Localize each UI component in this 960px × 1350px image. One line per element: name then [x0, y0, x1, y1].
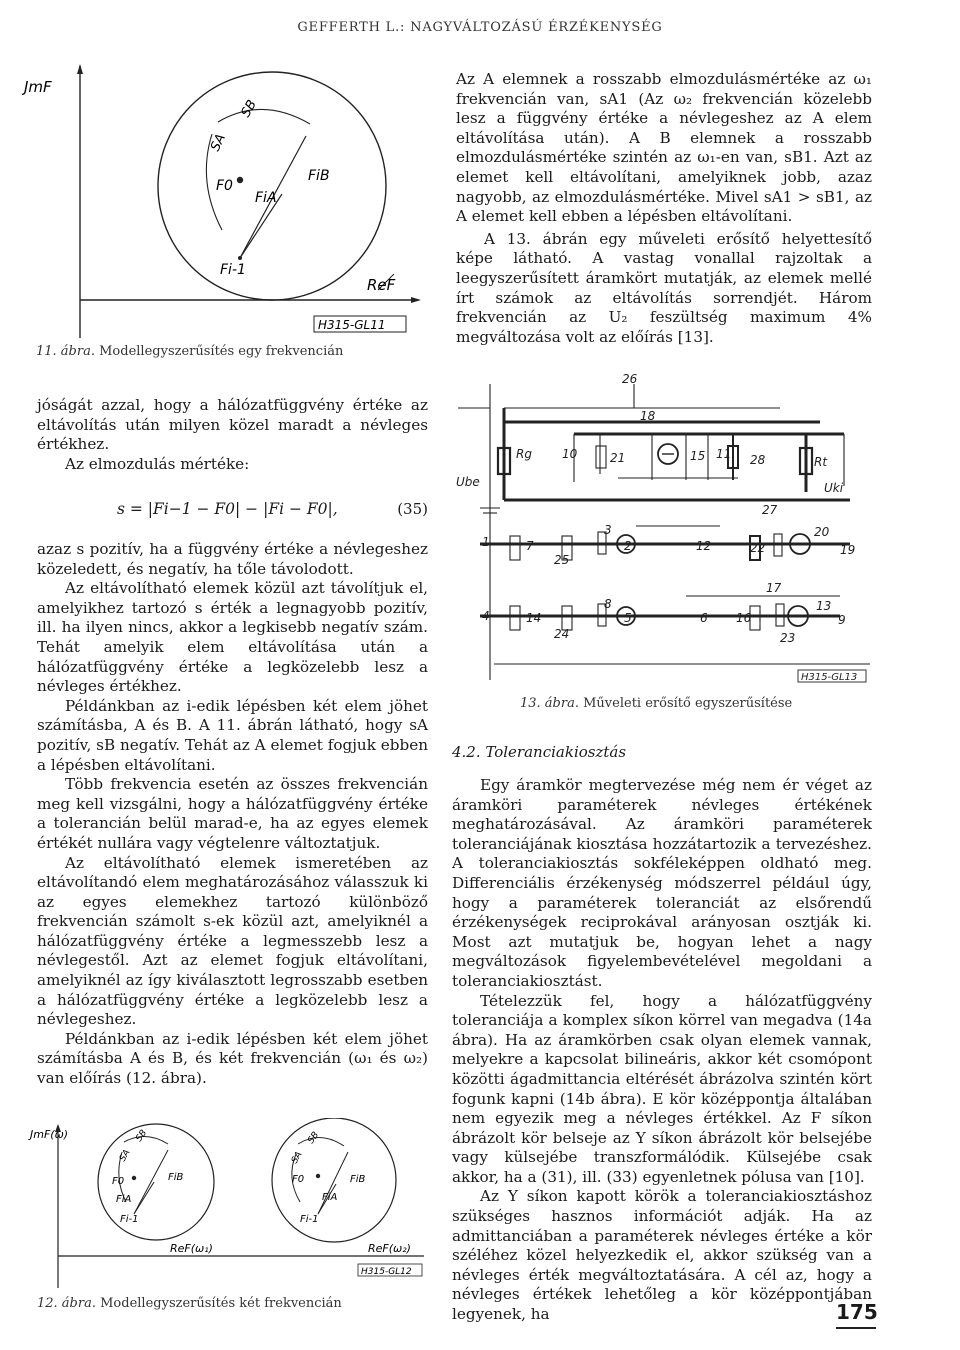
sb-label-2: SB: [306, 1130, 322, 1146]
jmf-label: JmF: [24, 78, 52, 96]
label-19: 19: [840, 543, 856, 557]
fib-label-1: FiB: [168, 1172, 184, 1183]
running-header: GEFFERTH L.: NAGYVÁLTOZÁSÚ ÉRZÉKENYSÉG: [297, 20, 663, 35]
figure-11-caption-number: 11. ábra.: [36, 344, 95, 359]
label-1: 1: [482, 535, 490, 549]
label-17: 17: [766, 581, 782, 595]
paragraph: Példánkban az i-edik lépésben két elem jöhet számításba A és B, és két frekvencián (ω₁ és ω₂) van előírás (12. ábra).: [37, 1029, 428, 1088]
fib-label-2: FiB: [350, 1174, 366, 1185]
fia-label-1: FiA: [116, 1194, 132, 1205]
label-13: 13: [816, 599, 832, 613]
page-number-rule: [836, 1327, 876, 1329]
right-column: [452, 776, 872, 1325]
paragraph: Több frekvencia esetén az összes frekvencián meg kell vizsgálni, hogy a hálózatfüggvény értéke a tolerancián belül marad-e, ha az egyes elemek értékét nullára vagy végtelenre változtatjuk.: [37, 775, 428, 852]
sa-label-1: SA: [117, 1148, 133, 1164]
figure-11-caption: [36, 344, 436, 359]
fia-label: FiA: [255, 190, 277, 206]
label-2: 2: [624, 539, 632, 553]
fib-label: FiB: [308, 168, 330, 184]
figure-code: H315-GL11: [318, 318, 386, 332]
paragraph: Az Y síkon kapott körök a toleranciakiosztáshoz szükséges hasznos információt adják. Ha az admittanciában a paraméterek névleges értéke a kör széléhez közel helyezkedik el, akkor szükség van a névleges érték megváltoztatására. A cél az, hogy a névleges értékek lehetőleg a kör középpontjában legyenek, ha: [452, 1187, 872, 1324]
label-21: 21: [610, 451, 626, 465]
label-26: 26: [622, 374, 638, 386]
paragraph: Tételezzük fel, hogy a hálózatfüggvény toleranciája a komplex síkon körrel van megadva (14a ábra). Ha az áramkörben csak olyan elemek vannak, melyekre a kapcsolat bilineáris, akkor két csomópont közötti ágadmittancia eltérését ábrázolva szintén kört fogunk kapni (14b ábra). E kör középpontja általában nem egyezik meg a névleges értékkel. Az F síkon ábrázolt kör belseje az Y síkon ábrázolt kör belsejébe vagy külsejébe transzformálódik. Külsejébe csak akkor, ha a (31), ill. (33) egyenletnek pólusa van [10].: [452, 991, 872, 1186]
figure-12: [28, 1118, 428, 1290]
label-5: 5: [624, 611, 632, 625]
paragraph: Az A elemnek a rosszabb elmozdulásmértéke az ω₁ frekvencián van, sA1 (Az ω₂ frekvencián közelebb lesz a függvény értéke a névlegeshez az A elem eltávolítása után). A B elemnek a rosszabb elmozdulásmértéke szintén az ω₁-en van, sB1. Azt az elemet kell eltávolítani, amelyiknek jobb, azaz nagyobb, az elmozdulásmértéke. Mivel sA1 > sB1, az A elemet kell ebben a lépésben eltávolítani.: [456, 70, 872, 226]
point-fi1: [238, 256, 242, 260]
label-8: 8: [604, 597, 612, 611]
figure-11-caption-text: Modellegyszerűsítés egy frekvencián: [99, 344, 344, 359]
label-15: 15: [690, 449, 706, 463]
equation-text: s = |Fi−1 − F0| − |Fi − F0|,: [117, 500, 338, 518]
figure-13-caption-number: 13. ábra.: [520, 696, 579, 711]
figure-12-caption: [37, 1296, 428, 1311]
label-10: 10: [562, 447, 578, 461]
imag-axis-arrow: [77, 64, 83, 74]
figure-13-drawing: [450, 374, 874, 686]
sa-label: SA: [208, 131, 229, 154]
right-top-text: [456, 70, 872, 347]
label-16: 16: [736, 611, 752, 625]
section-title: 4.2. Toleranciakiosztás: [452, 743, 627, 761]
paragraph: Példánkban az i-edik lépésben két elem jöhet számításba, A és B. A 11. ábrán látható, hogy sA pozitív, sB negatív. Tehát az A elemet fogjuk ebben a lépésben eltávolítani.: [37, 696, 428, 774]
sb-label: SB: [238, 97, 261, 120]
paragraph: jóságát azzal, hogy a hálózatfüggvény értéke az eltávolítás után milyen közel maradt a névleges értékhez.: [37, 396, 428, 454]
paragraph: A 13. ábrán egy műveleti erősítő helyettesítő képe látható. A vastag vonallal rajzoltak a leegyszerűsített áramkört mutatják, az elemek mellé írt számok az eltávolítás sorrendjét. Három frekvencián az U₂ feszültség maximum 4% megváltozása volt az előírás [13].: [456, 229, 872, 346]
fi1-label: Fi-1: [220, 262, 246, 278]
label-14: 14: [526, 611, 542, 625]
label-rt: Rt: [814, 455, 828, 469]
vector-fia-1: [134, 1182, 154, 1214]
label-20: 20: [814, 525, 830, 539]
label-22: 22: [750, 541, 766, 555]
f0-label-2: F0: [292, 1174, 305, 1185]
paragraph: Az elmozdulás mértéke:: [65, 454, 250, 473]
arc-sb-2: [298, 1137, 344, 1146]
left-column: [37, 396, 428, 474]
label-24: 24: [554, 627, 570, 641]
figure-code: H315-GL12: [361, 1267, 412, 1277]
vector-fib-1: [134, 1150, 168, 1214]
label-4: 4: [482, 609, 490, 623]
label-27: 27: [762, 503, 778, 517]
real-axis-arrow: [411, 297, 421, 303]
f0-label-1: F0: [112, 1176, 125, 1187]
figure-13-caption-text: Műveleti erősítő egyszerűsítése: [583, 696, 793, 711]
sb-label-1: SB: [134, 1128, 150, 1144]
label-uki: Uki: [824, 481, 844, 495]
f0-label: F0: [216, 178, 233, 194]
nominal-point-2: [316, 1174, 320, 1178]
fi1-label-1: Fi-1: [120, 1214, 139, 1225]
label-28: 28: [750, 453, 766, 467]
figure-code: H315-GL13: [801, 672, 858, 683]
label-18: 18: [640, 409, 656, 423]
label-ube: Ube: [456, 475, 480, 489]
paragraph: Az eltávolítható elemek ismeretében az eltávolítandó elem meghatározásához válasszuk ki az egyes elemekhez tartozó különböző frekvencián számolt s-ek közül azt, amelyiknél a hálózatfüggvény értéke a legmesszebb lesz a névlegestől. Azt az elemet fogjuk eltávolítani, amelyiknél az így kiválasztott legrosszabb esetben a hálózatfüggvény értéke a legközelebb lesz a névlegeshez.: [37, 853, 428, 1029]
paragraph: Egy áramkör megtervezése még nem ér véget az áramköri paraméterek névleges értékének meghatározásával. Az áramköri paraméterek toleranciájának kiosztása hozzátartozik a tervezéshez. A toleranciakiosztás sokféleképpen oldható meg. Differenciális érzékenység módszerrel például úgy, hogy a paraméterek toleranciát az elsőrendű érzékenységek reciprokával arányosan osztják ki. Most azt mutatjuk be, hogyan lehet a nagy megváltozások figyelembevételével megoldani a toleranciakiosztást.: [452, 776, 872, 990]
jmf-label: JmF(ω): [30, 1128, 69, 1141]
fia-label-2: FiA: [322, 1192, 338, 1203]
sa-label-2: SA: [289, 1150, 305, 1166]
label-3: 3: [604, 523, 612, 537]
label-23: 23: [780, 631, 796, 645]
label-11: 11: [716, 447, 732, 461]
label-7: 7: [526, 539, 534, 553]
ref-label: ReF: [367, 276, 396, 294]
figure-12-caption-text: Modellegyszerűsítés két frekvencián: [100, 1296, 342, 1311]
figure-11-drawing: [22, 62, 422, 340]
figure-12-caption-number: 12. ábra.: [37, 1296, 96, 1311]
paragraph: azaz s pozitív, ha a függvény értéke a névlegeshez közeledett, és negatív, ha tőle távolodott.: [37, 540, 428, 578]
label-12: 12: [696, 539, 712, 553]
label-rg: Rg: [516, 447, 532, 461]
nominal-point-1: [132, 1176, 136, 1180]
figure-13-caption: [520, 696, 880, 711]
figure-11: [22, 62, 422, 340]
figure-12-drawing: [28, 1118, 428, 1290]
label-25: 25: [554, 553, 570, 567]
arc-sb: [218, 109, 310, 124]
vector-fib-2: [318, 1152, 348, 1214]
fi1-label-2: Fi-1: [300, 1214, 319, 1225]
equation-number: (35): [397, 500, 428, 518]
ref2-label: ReF(ω₂): [368, 1242, 411, 1255]
page-number: 175: [836, 1300, 878, 1324]
ref1-label: ReF(ω₁): [170, 1242, 213, 1255]
equation-35: [37, 500, 428, 524]
left-column-body: [37, 540, 428, 1089]
nominal-point: [237, 177, 243, 183]
label-9: 9: [838, 613, 846, 627]
figure-13: [450, 374, 874, 686]
tolerance-circle: [158, 72, 386, 300]
paragraph: Az eltávolítható elemek közül azt távolítjuk el, amelyikhez tartozó s érték a legnagyobb pozitív, ill. ha ilyen nincs, akkor a legkisebb negatív szám. Tehát amelyik elem eltávolítása után a hálózatfüggvény értéke a legközelebb lesz a névleges értékhez.: [37, 579, 428, 696]
label-6: 6: [700, 611, 708, 625]
